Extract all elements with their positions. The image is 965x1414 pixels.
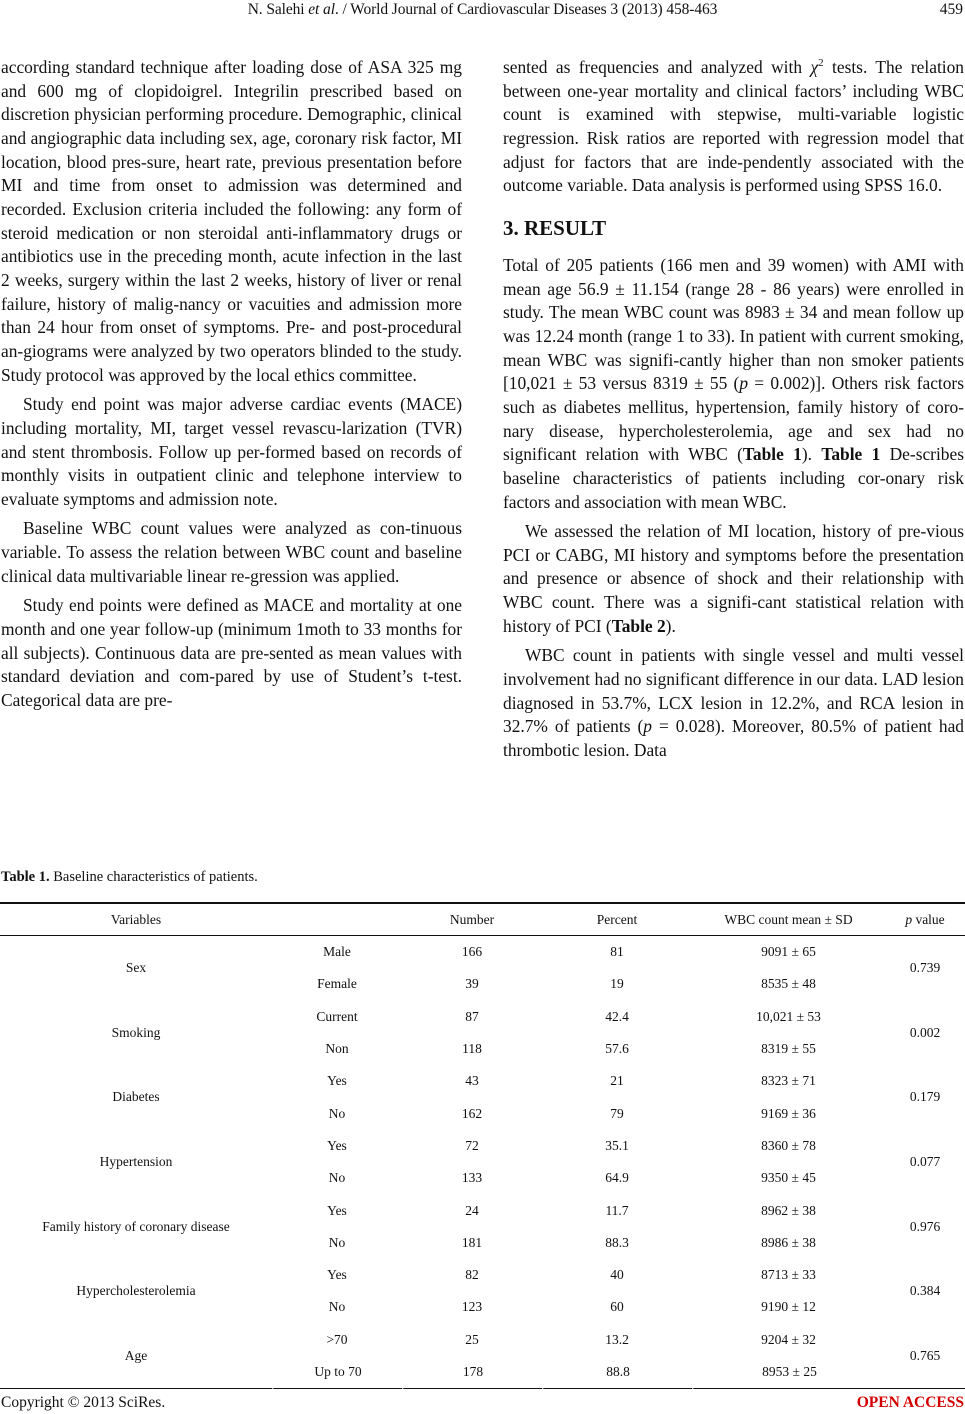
text: value xyxy=(912,911,945,927)
cell-variable: Diabetes xyxy=(112,1089,160,1105)
cell-wbc: 8953 ± 25 xyxy=(692,1356,885,1389)
cell-number: 24 xyxy=(465,1202,479,1218)
cell-level: No xyxy=(328,1170,346,1186)
table-row xyxy=(0,1130,965,1162)
cell-wbc: 8535 ± 48 xyxy=(761,976,816,992)
cell-wbc: 8986 ± 38 xyxy=(761,1234,816,1250)
cell-percent: 79 xyxy=(610,1105,624,1121)
cell-level: No xyxy=(328,1299,346,1315)
cell-number: 118 xyxy=(462,1041,482,1057)
right-column xyxy=(503,56,964,763)
cell-number: 178 xyxy=(402,1356,542,1389)
cell-wbc: 8360 ± 78 xyxy=(761,1137,816,1153)
cell-percent: 13.2 xyxy=(605,1331,629,1347)
cell-level: Up to 70 xyxy=(272,1356,402,1389)
cell-variable: Smoking xyxy=(111,1024,161,1040)
caption-label: Table 1. xyxy=(1,869,50,885)
cell-number: 25 xyxy=(465,1331,479,1347)
cell-variable: Sex xyxy=(125,960,147,976)
cell-p-value: 0.976 xyxy=(909,1218,941,1234)
cell-percent: 64.9 xyxy=(605,1170,629,1186)
cell-wbc: 8962 ± 38 xyxy=(761,1202,816,1218)
cell-percent: 19 xyxy=(610,976,624,992)
table-row xyxy=(0,1259,965,1291)
text: tests. The relation between one-year mortality and clinical factors’ including WBC count is examined with stepwise, multi-variable logistic regression. Risk ratios are reported with regression model that adjust for factors that are inde-pendently associated with the outcome variable. Data analysis is performed using SPSS 16.0. xyxy=(503,57,964,196)
text: WBC count in patients with single vessel and multi vessel involvement had no significant difference in our data. LAD lesion diagnosed in 53.7%, LCX lesion in 12.2%, and RCA lesion in 32.7% of patients ( xyxy=(503,645,964,737)
cell-number: 87 xyxy=(465,1008,479,1024)
cell-percent: 81 xyxy=(610,944,624,960)
cell-percent: 11.7 xyxy=(605,1202,629,1218)
cell-number: 123 xyxy=(461,1299,483,1315)
paragraph-statistics xyxy=(503,56,964,198)
table-row xyxy=(0,1065,965,1097)
cell-percent: 57.6 xyxy=(605,1041,629,1057)
cell-percent: 88.3 xyxy=(605,1234,629,1250)
cell-percent: 88.8 xyxy=(542,1356,692,1389)
table-header-row xyxy=(0,902,965,936)
paragraph-baseline-wbc: Baseline WBC count values were analyzed as con-tinuous variable. To assess the relation between WBC count and baseline clinical data multivariable linear re-gression was applied. xyxy=(1,518,462,586)
header-journal: . / World Journal of Cardiovascular Diseases 3 (2013) 458-463 xyxy=(334,1,718,18)
cell-wbc: 9204 ± 32 xyxy=(761,1331,816,1347)
text: ). xyxy=(665,615,676,636)
cell-variable: Family history of coronary disease xyxy=(42,1218,230,1234)
cell-level: Yes xyxy=(327,1073,347,1089)
header-p-value xyxy=(885,902,965,936)
cell-number: 72 xyxy=(465,1137,479,1153)
cell-level: No xyxy=(328,1234,346,1250)
p-symbol: p xyxy=(643,716,652,737)
cell-level: No xyxy=(328,1105,346,1121)
cell-wbc: 8323 ± 71 xyxy=(761,1073,816,1089)
paragraph-vessel-involvement xyxy=(503,644,964,762)
cell-p-value: 0.002 xyxy=(909,1024,941,1040)
cell-p-value: 0.384 xyxy=(909,1283,941,1299)
left-column xyxy=(1,56,462,713)
table-row xyxy=(0,1194,965,1226)
table-row xyxy=(0,936,965,968)
cell-wbc: 9350 ± 45 xyxy=(761,1170,816,1186)
cell-percent: 35.1 xyxy=(605,1137,629,1153)
cell-p-value: 0.739 xyxy=(909,960,941,976)
caption-text: Baseline characteristics of patients. xyxy=(49,869,258,885)
open-access-badge: OPEN ACCESS xyxy=(856,1394,964,1411)
cell-percent: 60 xyxy=(610,1299,624,1315)
text: De-scribes baseline characteristics of patients including cor-onary risk factors and association with mean WBC. xyxy=(503,444,964,512)
cell-level: Yes xyxy=(327,1202,347,1218)
table-body xyxy=(0,936,965,1389)
cell-wbc: 9091 ± 65 xyxy=(761,944,816,960)
paragraph-mi-location xyxy=(503,520,964,638)
text: sented as frequencies and analyzed with xyxy=(503,57,811,77)
cell-number: 39 xyxy=(465,976,479,992)
copyright-notice: Copyright © 2013 SciRes. xyxy=(1,1394,166,1411)
cell-wbc: 8713 ± 33 xyxy=(761,1267,816,1283)
table-1-reference-link[interactable]: Table 1 xyxy=(742,444,802,465)
cell-number: 43 xyxy=(465,1073,479,1089)
cell-percent: 21 xyxy=(610,1073,624,1089)
cell-percent: 40 xyxy=(610,1267,624,1283)
table-1-reference-link[interactable]: Table 1 xyxy=(821,444,881,465)
p-symbol: p xyxy=(905,911,913,927)
cell-level: Yes xyxy=(327,1137,347,1153)
cell-level: Yes xyxy=(327,1267,347,1283)
header-number: Number xyxy=(402,902,542,936)
cell-level: Female xyxy=(317,976,357,992)
cell-level: Male xyxy=(323,944,351,960)
cell-number: 82 xyxy=(465,1267,479,1283)
table-row xyxy=(0,1324,965,1356)
header-variables: Variables xyxy=(0,902,272,936)
header-authors: N. Salehi xyxy=(247,1,305,18)
table-row xyxy=(0,1001,965,1033)
cell-p-value: 0.179 xyxy=(909,1089,941,1105)
cell-variable: Hypertension xyxy=(99,1154,173,1170)
running-header xyxy=(0,0,965,20)
cell-number: 166 xyxy=(461,944,483,960)
text: We assessed the relation of MI location, history of pre-vious PCI or CABG, MI history and symptoms before the presentation and presence or absence of shock and their relationship with WBC count. There was a signifi-cant statistical relation with history of PCI ( xyxy=(503,521,964,636)
cell-variable: Age xyxy=(0,1324,272,1390)
cell-level: Non xyxy=(325,1041,349,1057)
text: = 0.028). Moreover, 80.5% of patient had thrombotic lesion. Data xyxy=(503,716,964,761)
chi-symbol: χ xyxy=(810,57,819,77)
table-1-caption xyxy=(1,868,258,886)
cell-p-value: 0.765 xyxy=(885,1324,965,1390)
cell-variable: Hypercholesterolemia xyxy=(76,1283,196,1299)
cell-percent: 42.4 xyxy=(605,1008,629,1024)
section-heading-result: 3. RESULT xyxy=(503,215,607,240)
cell-level: >70 xyxy=(326,1331,348,1347)
text: ). xyxy=(801,444,822,465)
page-number: 459 xyxy=(939,1,963,18)
cell-level: Current xyxy=(316,1008,358,1024)
cell-number: 162 xyxy=(461,1105,483,1121)
header-etal: et al xyxy=(308,1,335,18)
p-symbol: p xyxy=(739,373,749,394)
text: Total of 205 patients (166 men and 39 women) with AMI with mean age 56.9 ± 11.154 (range 28 - 86 years) were enrolled in study. The mean WBC count was 8983 ± 34 and mean follow up was 12.24 month (range 1 to 33). In patient with current smoking, mean WBC was signifi-cantly higher than non smoker patients [10,021 ± 53 versus 8319 ± 55 ( xyxy=(503,254,964,394)
text: = 0.002)]. Others risk factors such as diabetes mellitus, hypertension, family history of coro-nary disease, hypercholesterolemia, age and sex had no significant relation with WBC ( xyxy=(503,373,964,465)
header-percent: Percent xyxy=(542,902,692,936)
table-2-reference-link[interactable]: Table 2 xyxy=(611,615,666,636)
cell-p-value: 0.077 xyxy=(909,1154,941,1170)
paragraph-methods-continued: according standard technique after loading dose of ASA 325 mg and 600 mg of clopidoigrel. Integrilin prescribed based on discretion physician performing procedure. Demographic, clinical and angiographic data including sex, age, coronary risk factor, MI location, blood pres-sure, heart rate, previous presentation before MI and time from onset to admission was determined and recorded. Exclusion criteria included the following: any form of steroid medication or non steroidal anti-inflammatory drugs or antibiotics use in the preceding month, acute infection in the last 2 weeks, surgery within the last 2 weeks, history of liver or renal failure, history of malig-nancy or vacuities and admission more than 24 hour from onset of symptoms. Pre- and post-procedural an-giograms were analyzed by two operators blinded to the study. Study protocol was approved by the local ethics committee. xyxy=(1,57,462,385)
superscript: 2 xyxy=(818,57,824,69)
header-wbc: WBC count mean ± SD xyxy=(692,902,885,936)
paragraph-study-end-points-defined: Study end points were defined as MACE and mortality at one month and one year follow-up (minimum 1moth to 33 months for all subjects). Continuous data are pre-sented as mean values with standard deviation and com-pared by use of Student’s t-test. Categorical data are pre- xyxy=(1,595,462,711)
cell-wbc: 9190 ± 12 xyxy=(761,1299,816,1315)
table-1-baseline-characteristics xyxy=(0,902,965,1389)
journal-citation xyxy=(0,0,965,20)
cell-wbc: 10,021 ± 53 xyxy=(756,1008,821,1024)
paragraph-results-overview xyxy=(503,254,964,514)
cell-number: 133 xyxy=(461,1170,483,1186)
paragraph-study-end-point: Study end point was major adverse cardiac events (MACE) including mortality, MI, target vessel revascu-larization (TVR) and stent thrombosis. Follow up per-formed based on records of monthly visits in outpatient clinic and telephone interview to evaluate symptoms and admission note. xyxy=(1,394,462,509)
cell-wbc: 8319 ± 55 xyxy=(761,1041,816,1057)
header-level xyxy=(272,902,402,936)
cell-number: 181 xyxy=(461,1234,483,1250)
cell-wbc: 9169 ± 36 xyxy=(761,1105,816,1121)
